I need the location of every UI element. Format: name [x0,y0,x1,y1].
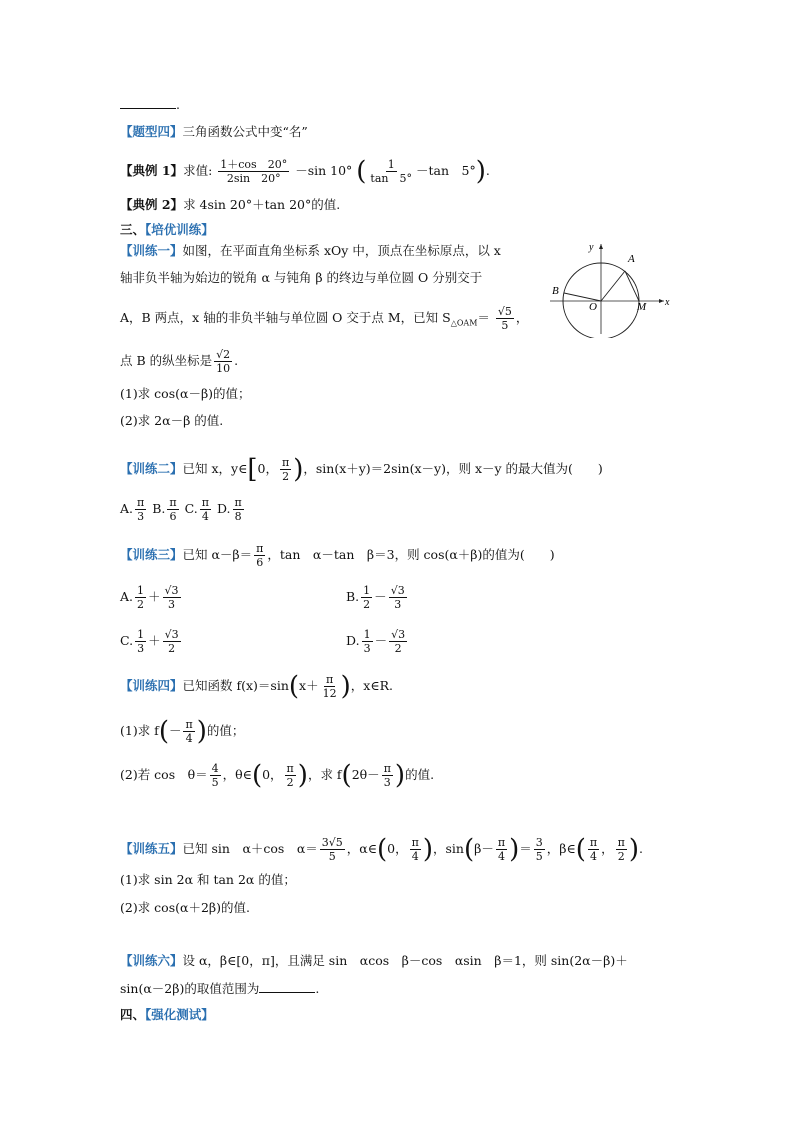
ray-ob [564,293,601,301]
example1-fraction1: $\frac{1+\cos 20^\circ}{2\sin 20^\circ}$ [220,158,288,185]
section4-heading: 四、【强化测试】 [120,1007,214,1022]
training1-tag: 【训练一】 [120,243,183,258]
type4-heading [120,124,308,140]
training6-line1: 【训练六】设 α，β∈[0，π]，且满足 sin αcos β－cos αsin β＝1，则 sin(2α－β)＋ [120,953,628,968]
label-x: x [665,297,670,308]
label-o: O [589,301,597,313]
training5: 【训练五】已知 sin α＋cos α＝ $\frac{3√5}{5}$ ，α∈(0， $\frac{\pi}{4}$ )，sin(β－ $\frac{\pi}{4}$ )＝ $\frac{3}{5}$ ，β∈( $\frac{\pi}{4}$ ， $\frac{\pi}{2}$ ). [120,834,644,865]
training4-question1: (1)求 f(－ $\frac{\pi}{4}$ )的值； [120,716,245,747]
example1: 【典例 1】求值: $\frac{1+\cos 20^\circ}{2\sin 20^\circ}$ －sin 10° ( $\frac{1}{\tan 5^\circ}$ －tan 5°). [120,156,490,187]
label-y: y [589,242,594,253]
option-b[interactable]: B. $\frac{\pi}{6}$ [152,496,177,523]
training5-question2: (2)求 cos(α＋2β)的值. [120,900,250,915]
training6-tag: 【训练六】 [120,953,183,968]
training4-question2: (2)若 cos θ＝ $\frac{4}{5}$ ，θ∈(0， $\frac{\pi}{2}$ )，求 f(2θ－ $\frac{\pi}{3}$ )的值. [120,760,435,791]
training5-tag: 【训练五】 [120,841,183,856]
training3-option-c[interactable]: C. $\frac{1}{3}$ ＋ $\frac{√3}{2}$ [120,628,179,655]
label-b: B [552,285,559,297]
answer-blank [259,981,315,993]
section3-heading: 三、【培优训练】 [120,222,214,237]
training1-line2: 轴非负半轴为始边的锐角 α 与钝角 β 的终边与单位圆 O 分别交于 [120,270,483,285]
training1-line4: 点 B 的纵坐标是 $\frac{√2}{10}$ . [120,348,239,375]
ray-oa [601,271,625,301]
training2: 【训练二】已知 x，y∈[0， $\frac{\pi}{2}$ )，sin(x＋y)＝2sin(x－y)，则 x－y 的最大值为( ) [120,454,603,485]
top-blank-line: . [120,97,180,113]
training1-question2: (2)求 2α－β 的值. [120,413,224,428]
label-m: M [637,301,647,313]
answer-blank [120,97,176,109]
training3-option-d[interactable]: D. $\frac{1}{3}$ － $\frac{√3}{2}$ [346,628,406,655]
label-a: A [628,253,635,265]
training4-tag: 【训练四】 [120,678,183,693]
training1-line3: A，B 两点，x 轴的非负半轴与单位圆 O 交于点 M，已知 $S_{\triangle OAM}=$ $\frac{√5}{5}$ ， [120,305,529,332]
type4-tag: 【题型四】 [120,124,183,139]
option-c[interactable]: C. $\frac{\pi}{4}$ [184,496,209,523]
x-axis-arrow [659,299,664,303]
training3: 【训练三】已知 α－β＝ $\frac{\pi}{6}$ ，tan α－tan β＝3，则 cos(α＋β)的值为( ) [120,542,555,569]
training3-option-b[interactable]: B. $\frac{1}{2}$ － $\frac{√3}{3}$ [346,584,405,611]
training3-option-a[interactable]: A. $\frac{1}{2}$ ＋ $\frac{√3}{3}$ [120,584,179,611]
training4: 【训练四】已知函数 f(x)＝sin(x＋ $\frac{\pi}{12}$ )，x∈R. [120,671,393,702]
training1-question1: (1)求 cos(α－β)的值； [120,386,251,401]
training3-tag: 【训练三】 [120,547,183,562]
example2: 【典例 2】求 4sin 20°＋tan 20°的值. [120,197,341,212]
training1-line1: 【训练一】如图，在平面直角坐标系 xOy 中，顶点在坐标原点，以 x [120,243,501,258]
option-d[interactable]: D. $\frac{\pi}{8}$ [216,496,242,523]
training5-question1: (1)求 sin 2α 和 tan 2α 的值； [120,872,296,887]
example2-tag: 【典例 2】 [120,197,184,212]
unit-circle-diagram [548,238,674,338]
option-a[interactable]: A. $\frac{\pi}{3}$ [120,496,145,523]
type4-title: 三角函数公式中变“名” [182,124,308,139]
example1-fraction2: $\frac{1}{\tan 5^\circ}$ [370,158,412,185]
training2-options [120,496,246,523]
training2-tag: 【训练二】 [120,461,183,476]
y-axis-arrow [599,244,603,249]
example1-tag: 【典例 1】 [120,163,184,178]
segment-am [625,271,639,301]
training6-line2: sin(α－2β)的取值范围为 . [120,981,320,996]
